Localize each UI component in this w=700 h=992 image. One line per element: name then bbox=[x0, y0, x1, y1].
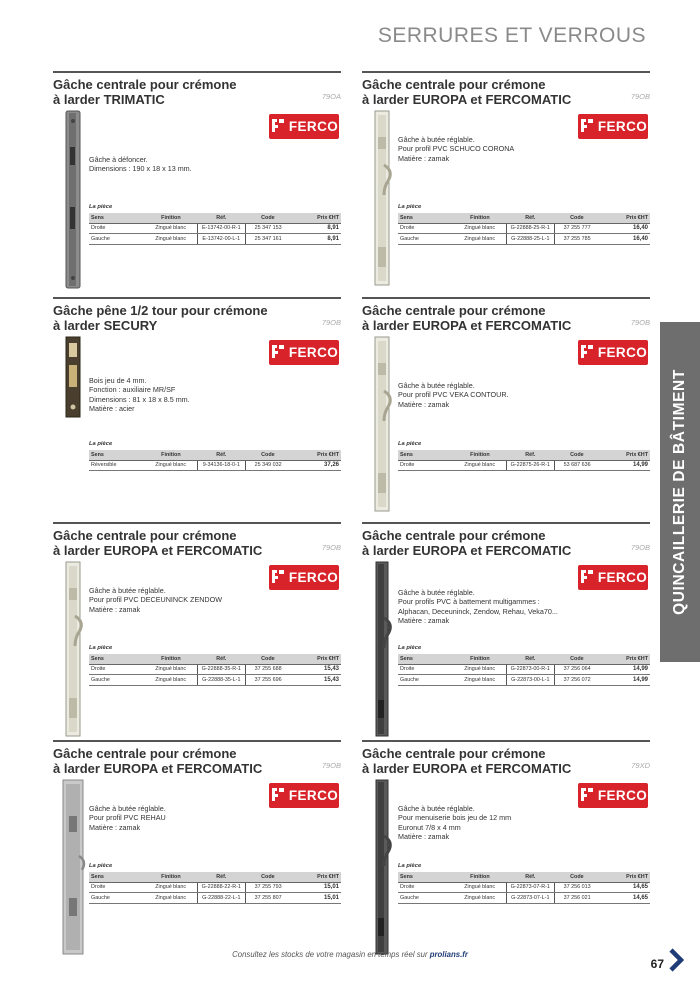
cell-code: 37 255 785 bbox=[554, 234, 599, 245]
section-divider bbox=[53, 71, 341, 73]
brand-name: FERCO bbox=[597, 119, 648, 134]
product-description bbox=[89, 586, 289, 614]
cell-price: 15,43 bbox=[291, 675, 341, 686]
description-line: Matière : zamak bbox=[89, 604, 141, 614]
header-price: Prix €HT bbox=[291, 872, 341, 882]
product-title-line-2: à larder TRIMATIC bbox=[53, 92, 165, 107]
brand-name: FERCO bbox=[288, 345, 339, 360]
header-sens: Sens bbox=[398, 213, 453, 223]
product-family-code: 79OB bbox=[630, 92, 650, 101]
table-caption: La pièce bbox=[398, 863, 422, 869]
header-sens: Sens bbox=[398, 872, 453, 882]
table-row bbox=[89, 460, 341, 471]
section-divider bbox=[362, 522, 650, 524]
description-line: Gâche à butée réglable. bbox=[398, 381, 475, 390]
description-line: Matière : zamak bbox=[398, 399, 450, 409]
product-title-line-1: Gâche centrale pour crémone bbox=[53, 528, 237, 543]
cell-price: 8,91 bbox=[291, 234, 341, 245]
product-title-line-2: à larder EUROPA et FERCOMATIC bbox=[362, 92, 572, 107]
cell-price: 15,43 bbox=[291, 664, 341, 675]
cell-finition: Zingué blanc bbox=[144, 460, 197, 471]
header-code: Code bbox=[245, 450, 290, 460]
header-code: Code bbox=[245, 213, 290, 223]
cell-code: 37 255 777 bbox=[554, 223, 599, 234]
cell-code: 37 256 021 bbox=[554, 893, 599, 904]
product-description bbox=[398, 804, 598, 842]
cell-sens: Gauche bbox=[89, 675, 144, 686]
product-photo bbox=[364, 776, 400, 958]
table-caption: La pièce bbox=[89, 863, 113, 869]
cell-finition: Zingué blanc bbox=[144, 664, 197, 675]
description-line: Bois jeu de 4 mm. bbox=[89, 376, 147, 385]
header-finition: Finition bbox=[453, 654, 506, 664]
table-row bbox=[398, 893, 650, 904]
table-header-row bbox=[398, 213, 650, 223]
table-header-row bbox=[398, 450, 650, 460]
product-title bbox=[53, 77, 303, 107]
cell-ref: G-22888-25-R-1 bbox=[506, 223, 554, 234]
product-title bbox=[362, 77, 612, 107]
product-title-line-2: à larder SECURY bbox=[53, 318, 158, 333]
brand-name: FERCO bbox=[288, 788, 339, 803]
footer-link[interactable]: prolians.fr bbox=[429, 950, 468, 959]
price-table bbox=[89, 644, 341, 686]
product-family-code: 79XD bbox=[631, 761, 650, 770]
cell-sens: Droite bbox=[89, 223, 144, 234]
cell-sens: Gauche bbox=[398, 893, 453, 904]
page-title: SERRURES ET VERROUS bbox=[377, 24, 646, 47]
cell-finition: Zingué blanc bbox=[144, 234, 197, 245]
description-line: Matière : zamak bbox=[398, 153, 450, 163]
header-code: Code bbox=[554, 450, 599, 460]
ferco-f-icon bbox=[579, 569, 598, 587]
description-line: Gâche à butée réglable. bbox=[398, 135, 475, 144]
description-line: Gâche à butée réglable. bbox=[398, 588, 475, 597]
cell-code: 37 255 696 bbox=[245, 675, 290, 686]
header-ref: Réf. bbox=[197, 213, 245, 223]
cell-ref: G-22873-07-L-1 bbox=[506, 893, 554, 904]
cell-sens: Gauche bbox=[398, 234, 453, 245]
brand-name: FERCO bbox=[288, 119, 339, 134]
cell-price: 15,01 bbox=[291, 882, 341, 893]
table-row bbox=[398, 223, 650, 234]
next-page-arrow-icon bbox=[668, 948, 684, 972]
product-family-code: 79OA bbox=[321, 92, 341, 101]
cell-ref: 9-34136-18-0-1 bbox=[197, 460, 245, 471]
ferco-f-icon bbox=[270, 344, 289, 362]
product-photo bbox=[364, 107, 400, 289]
product-photo bbox=[55, 776, 91, 958]
table-row bbox=[89, 223, 341, 234]
header-price: Prix €HT bbox=[600, 872, 650, 882]
table-row bbox=[398, 675, 650, 686]
cell-sens: Réversible bbox=[89, 460, 144, 471]
cell-ref: E-13742-00-R-1 bbox=[197, 223, 245, 234]
header-ref: Réf. bbox=[506, 872, 554, 882]
product-title-line-2: à larder EUROPA et FERCOMATIC bbox=[362, 761, 572, 776]
header-price: Prix €HT bbox=[600, 654, 650, 664]
ferco-f-icon bbox=[579, 787, 598, 805]
product-title-line-1: Gâche centrale pour crémone bbox=[362, 303, 546, 318]
product-description bbox=[89, 376, 289, 414]
header-ref: Réf. bbox=[506, 654, 554, 664]
cell-price: 16,40 bbox=[600, 223, 650, 234]
price-table bbox=[89, 440, 341, 471]
cell-price: 37,26 bbox=[291, 460, 341, 471]
product-photo bbox=[55, 107, 91, 292]
footer-note bbox=[0, 950, 700, 959]
table-header-row bbox=[89, 872, 341, 882]
table-caption: La pièce bbox=[89, 204, 113, 210]
product-title-line-2: à larder EUROPA et FERCOMATIC bbox=[53, 761, 263, 776]
brand-name: FERCO bbox=[597, 570, 648, 585]
product-photo bbox=[55, 333, 91, 421]
table-caption: La pièce bbox=[398, 441, 422, 447]
table-header-row bbox=[398, 654, 650, 664]
header-code: Code bbox=[554, 213, 599, 223]
cell-ref: G-22873-00-L-1 bbox=[506, 675, 554, 686]
table-header-row bbox=[89, 654, 341, 664]
product-photo bbox=[364, 333, 400, 515]
cell-finition: Zingué blanc bbox=[453, 893, 506, 904]
cell-ref: G-22888-22-L-1 bbox=[197, 893, 245, 904]
description-line: Matière : acier bbox=[89, 404, 135, 414]
cell-price: 14,65 bbox=[600, 882, 650, 893]
cell-price: 16,40 bbox=[600, 234, 650, 245]
table-header-row bbox=[398, 872, 650, 882]
header-finition: Finition bbox=[453, 213, 506, 223]
product-title-line-2: à larder EUROPA et FERCOMATIC bbox=[362, 543, 572, 558]
table-caption: La pièce bbox=[89, 645, 113, 651]
cell-ref: E-13742-00-L-1 bbox=[197, 234, 245, 245]
description-line: Matière : zamak bbox=[89, 822, 141, 832]
ferco-logo bbox=[269, 340, 339, 365]
cell-price: 14,99 bbox=[600, 460, 650, 471]
cell-finition: Zingué blanc bbox=[453, 664, 506, 675]
cell-sens: Gauche bbox=[398, 675, 453, 686]
product-title bbox=[53, 303, 303, 333]
cell-sens: Droite bbox=[398, 460, 453, 471]
product-photo bbox=[364, 558, 400, 740]
product-title bbox=[362, 746, 612, 776]
cell-finition: Zingué blanc bbox=[453, 223, 506, 234]
table-row bbox=[89, 675, 341, 686]
header-sens: Sens bbox=[398, 654, 453, 664]
table-row bbox=[89, 893, 341, 904]
product-title-line-1: Gâche centrale pour crémone bbox=[362, 528, 546, 543]
product-title bbox=[53, 528, 303, 558]
header-price: Prix €HT bbox=[291, 450, 341, 460]
cell-code: 37 256 072 bbox=[554, 675, 599, 686]
product-description bbox=[398, 588, 598, 626]
header-ref: Réf. bbox=[197, 872, 245, 882]
description-line: Matière : zamak bbox=[398, 616, 450, 626]
description-line: Fonction : auxiliaire MR/SF bbox=[89, 385, 176, 395]
product-photo bbox=[55, 558, 91, 740]
cell-sens: Droite bbox=[89, 664, 144, 675]
header-code: Code bbox=[245, 872, 290, 882]
section-divider bbox=[362, 297, 650, 299]
header-finition: Finition bbox=[453, 872, 506, 882]
cell-sens: Gauche bbox=[89, 234, 144, 245]
product-family-code: 79OB bbox=[321, 318, 341, 327]
description-line: Pour profil PVC REHAU bbox=[89, 813, 166, 823]
product-block bbox=[362, 71, 650, 281]
header-sens: Sens bbox=[89, 450, 144, 460]
product-family-code: 79OB bbox=[630, 543, 650, 552]
cell-ref: G-22875-26-R-1 bbox=[506, 460, 554, 471]
price-table bbox=[89, 203, 341, 245]
header-sens: Sens bbox=[89, 872, 144, 882]
price-table bbox=[398, 203, 650, 245]
table-row bbox=[398, 882, 650, 893]
description-line: Gâche à butée réglable. bbox=[89, 804, 166, 813]
description-line: Dimensions : 190 x 18 x 13 mm. bbox=[89, 164, 192, 174]
cell-price: 14,65 bbox=[600, 893, 650, 904]
table-row bbox=[398, 234, 650, 245]
cell-code: 25 347 161 bbox=[245, 234, 290, 245]
description-line: Alphacan, Deceuninck, Zendow, Rehau, Veka70... bbox=[398, 606, 558, 616]
header-sens: Sens bbox=[89, 654, 144, 664]
header-code: Code bbox=[554, 654, 599, 664]
description-line: Pour menuiserie bois jeu de 12 mm bbox=[398, 813, 512, 823]
table-row bbox=[89, 882, 341, 893]
header-sens: Sens bbox=[89, 213, 144, 223]
product-family-code: 79OB bbox=[630, 318, 650, 327]
brand-name: FERCO bbox=[597, 788, 648, 803]
cell-price: 14,99 bbox=[600, 664, 650, 675]
product-block bbox=[362, 740, 650, 950]
section-divider bbox=[362, 740, 650, 742]
price-table bbox=[398, 644, 650, 686]
cell-ref: G-22873-07-R-1 bbox=[506, 882, 554, 893]
product-title-line-1: Gâche centrale pour crémone bbox=[362, 77, 546, 92]
product-title-line-2: à larder EUROPA et FERCOMATIC bbox=[53, 543, 263, 558]
header-finition: Finition bbox=[453, 450, 506, 460]
product-title-line-1: Gâche centrale pour crémone bbox=[53, 77, 237, 92]
cell-price: 8,91 bbox=[291, 223, 341, 234]
table-header-row bbox=[89, 213, 341, 223]
cell-finition: Zingué blanc bbox=[144, 893, 197, 904]
header-finition: Finition bbox=[144, 213, 197, 223]
cell-ref: G-22888-25-L-1 bbox=[506, 234, 554, 245]
description-line: Pour profil PVC SCHUCO CORONA bbox=[398, 144, 515, 154]
header-code: Code bbox=[245, 654, 290, 664]
product-family-code: 79OB bbox=[321, 543, 341, 552]
product-description bbox=[89, 804, 289, 832]
price-table bbox=[89, 862, 341, 904]
description-line: Pour profils PVC à battement multigammes : bbox=[398, 597, 540, 607]
cell-code: 37 255 688 bbox=[245, 664, 290, 675]
cell-finition: Zingué blanc bbox=[453, 234, 506, 245]
description-line: Gâche à défoncer. bbox=[89, 155, 148, 164]
price-table bbox=[398, 440, 650, 471]
cell-ref: G-22888-35-R-1 bbox=[197, 664, 245, 675]
section-divider bbox=[53, 740, 341, 742]
header-ref: Réf. bbox=[506, 213, 554, 223]
cell-sens: Droite bbox=[89, 882, 144, 893]
product-family-code: 79OB bbox=[321, 761, 341, 770]
section-divider bbox=[362, 71, 650, 73]
footer-text: Consultez les stocks de votre magasin en temps réel sur bbox=[232, 950, 428, 959]
product-block bbox=[53, 522, 341, 732]
cell-finition: Zingué blanc bbox=[144, 675, 197, 686]
product-title-line-1: Gâche pêne 1/2 tour pour crémone bbox=[53, 303, 268, 318]
product-title-line-1: Gâche centrale pour crémone bbox=[362, 746, 546, 761]
table-row bbox=[398, 664, 650, 675]
header-ref: Réf. bbox=[197, 654, 245, 664]
cell-sens: Droite bbox=[398, 664, 453, 675]
ferco-f-icon bbox=[270, 118, 289, 136]
header-code: Code bbox=[554, 872, 599, 882]
description-line: Pour profil PVC VEKA CONTOUR. bbox=[398, 390, 509, 400]
product-title bbox=[53, 746, 303, 776]
cell-code: 25 347 153 bbox=[245, 223, 290, 234]
description-line: Pour profil PVC DECEUNINCK ZENDOW bbox=[89, 595, 222, 605]
description-line: Dimensions : 81 x 18 x 8.5 mm. bbox=[89, 394, 190, 404]
table-header-row bbox=[89, 450, 341, 460]
header-price: Prix €HT bbox=[291, 654, 341, 664]
product-title-line-2: à larder EUROPA et FERCOMATIC bbox=[362, 318, 572, 333]
header-finition: Finition bbox=[144, 450, 197, 460]
price-table bbox=[398, 862, 650, 904]
ferco-logo bbox=[578, 565, 648, 590]
header-ref: Réf. bbox=[506, 450, 554, 460]
cell-code: 37 255 807 bbox=[245, 893, 290, 904]
header-finition: Finition bbox=[144, 654, 197, 664]
ferco-f-icon bbox=[270, 569, 289, 587]
cell-code: 37 256 013 bbox=[554, 882, 599, 893]
cell-finition: Zingué blanc bbox=[453, 882, 506, 893]
header-ref: Réf. bbox=[197, 450, 245, 460]
header-finition: Finition bbox=[144, 872, 197, 882]
cell-price: 14,99 bbox=[600, 675, 650, 686]
description-line: Gâche à butée réglable. bbox=[89, 586, 166, 595]
product-title bbox=[362, 528, 612, 558]
table-row bbox=[89, 234, 341, 245]
ferco-f-icon bbox=[579, 118, 598, 136]
description-line: Gâche à butée réglable. bbox=[398, 804, 475, 813]
product-block bbox=[53, 71, 341, 281]
cell-finition: Zingué blanc bbox=[453, 460, 506, 471]
cell-sens: Droite bbox=[398, 223, 453, 234]
table-row bbox=[398, 460, 650, 471]
header-price: Prix €HT bbox=[600, 213, 650, 223]
product-description bbox=[398, 135, 598, 163]
product-description bbox=[398, 381, 598, 409]
side-section-tab bbox=[660, 322, 700, 662]
product-description bbox=[89, 155, 289, 174]
cell-ref: G-22888-35-L-1 bbox=[197, 675, 245, 686]
cell-finition: Zingué blanc bbox=[144, 882, 197, 893]
ferco-logo bbox=[578, 340, 648, 365]
table-caption: La pièce bbox=[398, 204, 422, 210]
cell-sens: Gauche bbox=[89, 893, 144, 904]
cell-code: 37 255 793 bbox=[245, 882, 290, 893]
product-block bbox=[362, 297, 650, 507]
cell-sens: Droite bbox=[398, 882, 453, 893]
section-divider bbox=[53, 522, 341, 524]
table-caption: La pièce bbox=[398, 645, 422, 651]
cell-price: 15,01 bbox=[291, 893, 341, 904]
product-title bbox=[362, 303, 612, 333]
brand-name: FERCO bbox=[288, 570, 339, 585]
table-row bbox=[89, 664, 341, 675]
product-title-line-1: Gâche centrale pour crémone bbox=[53, 746, 237, 761]
product-block bbox=[53, 740, 341, 950]
header-price: Prix €HT bbox=[600, 450, 650, 460]
description-line: Euronut 7/8 x 4 mm bbox=[398, 822, 461, 832]
ferco-f-icon bbox=[579, 344, 598, 362]
ferco-logo bbox=[269, 114, 339, 139]
product-block bbox=[53, 297, 341, 507]
header-price: Prix €HT bbox=[291, 213, 341, 223]
page-number: 67 bbox=[650, 957, 664, 971]
side-tab-label: QUINCAILLERIE DE BÂTIMENT bbox=[671, 369, 688, 615]
cell-finition: Zingué blanc bbox=[144, 223, 197, 234]
description-line: Matière : zamak bbox=[398, 832, 450, 842]
cell-code: 37 256 064 bbox=[554, 664, 599, 675]
cell-ref: G-22873-00-R-1 bbox=[506, 664, 554, 675]
table-caption: La pièce bbox=[89, 441, 113, 447]
ferco-f-icon bbox=[270, 787, 289, 805]
header-sens: Sens bbox=[398, 450, 453, 460]
cell-ref: G-22888-22-R-1 bbox=[197, 882, 245, 893]
product-block bbox=[362, 522, 650, 732]
cell-code: 53 687 636 bbox=[554, 460, 599, 471]
cell-code: 25 349 032 bbox=[245, 460, 290, 471]
brand-name: FERCO bbox=[597, 345, 648, 360]
section-divider bbox=[53, 297, 341, 299]
cell-finition: Zingué blanc bbox=[453, 675, 506, 686]
